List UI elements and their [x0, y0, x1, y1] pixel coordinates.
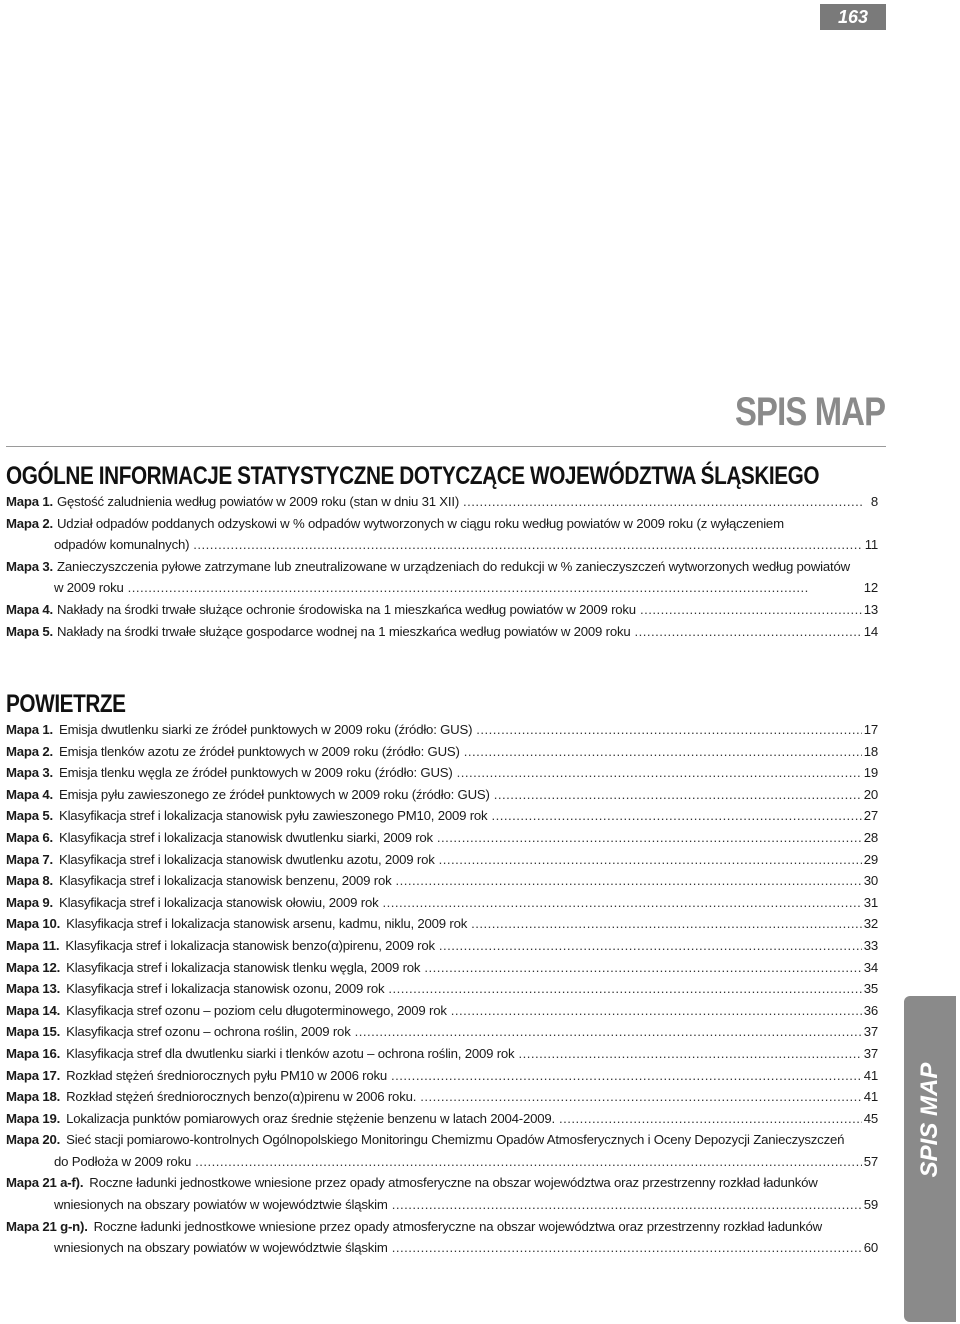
toc-list	[6, 491, 878, 642]
toc-entry-label: Mapa 2.	[6, 515, 53, 531]
toc-entry-continuation	[6, 534, 878, 556]
dot-leader	[435, 849, 862, 871]
dot-leader	[378, 892, 862, 914]
dot-leader	[447, 1000, 862, 1022]
toc-entry-title: w 2009 roku	[54, 580, 124, 596]
toc-entry-label: Mapa 16.	[6, 1045, 61, 1061]
toc-entry-line	[6, 784, 878, 806]
toc-entry-label: Mapa 18.	[6, 1089, 61, 1105]
toc-entry-line	[6, 1043, 878, 1065]
toc-entry[interactable]	[6, 849, 878, 871]
toc-entry-line	[6, 719, 878, 741]
toc-entry-line	[6, 1172, 878, 1194]
toc-entry-line	[6, 741, 878, 763]
dot-leader	[453, 762, 862, 784]
dot-leader	[351, 1021, 862, 1043]
toc-entry-line	[6, 1086, 878, 1108]
toc-entry[interactable]	[6, 1129, 878, 1172]
toc-entry-title: Rozkład stężeń średniorocznych benzo(α)pirenu w 2006 roku.	[66, 1089, 417, 1105]
toc-entry-line	[6, 827, 878, 849]
toc-entry-label: Mapa 9.	[6, 894, 53, 910]
toc-entry[interactable]	[6, 513, 878, 556]
toc-entry[interactable]	[6, 762, 878, 784]
toc-entry-line	[6, 957, 878, 979]
toc-entry-page-number: 29	[863, 851, 878, 867]
toc-entry-line	[6, 599, 878, 621]
toc-entry[interactable]	[6, 491, 878, 513]
toc-entry[interactable]	[6, 1086, 878, 1108]
section-heading: OGÓLNE INFORMACJE STATYSTYCZNE DOTYCZĄCE WOJEWÓDZTWA ŚLĄSKIEGO	[6, 462, 820, 490]
toc-entry-title: Emisja tlenku węgla ze źródeł punktowych w 2009 roku (źródło: GUS)	[58, 765, 453, 781]
toc-entry-title: Klasyfikacja stref i lokalizacja stanowisk benzenu, 2009 rok	[58, 873, 392, 889]
toc-entry-line	[6, 1065, 878, 1087]
toc-entry-label: Mapa 5.	[6, 623, 53, 639]
toc-entry[interactable]	[6, 978, 878, 1000]
toc-entry-line	[6, 491, 878, 513]
toc-entry-page-number: 17	[863, 722, 878, 737]
toc-entry-label: Mapa 21 a-f).	[6, 1175, 84, 1191]
toc-entry-line	[6, 849, 878, 871]
sidebar-tab-label: SPIS MAP	[916, 1062, 943, 1178]
toc-entry[interactable]	[6, 913, 878, 935]
toc-entry-title: Klasyfikacja stref i lokalizacja stanowisk arsenu, kadmu, niklu, 2009 rok	[66, 916, 468, 932]
toc-entry-title: Klasyfikacja stref ozonu – poziom celu długoterminowego, 2009 rok	[66, 1002, 447, 1018]
toc-entry-label: Mapa 8.	[6, 873, 53, 889]
dot-leader	[388, 1194, 862, 1216]
toc-entry-title: Klasyfikacja stref i lokalizacja stanowisk ozonu, 2009 rok	[66, 981, 385, 997]
dot-leader	[416, 1086, 862, 1108]
dot-leader	[387, 1065, 862, 1087]
toc-entry-page-number: 60	[863, 1240, 878, 1256]
toc-entry[interactable]	[6, 1216, 878, 1259]
section-heading: POWIETRZE	[6, 690, 126, 718]
toc-entry-continuation	[6, 1151, 878, 1173]
toc-entry-label: Mapa 13.	[6, 981, 61, 997]
toc-entry-page-number: 27	[863, 808, 878, 824]
toc-entry-label: Mapa 17.	[6, 1067, 61, 1083]
toc-entry-title: Nakłady na środki trwałe służące ochronie środowiska na 1 mieszkańca według powiatów w 2009 roku	[56, 601, 636, 617]
toc-entry-page-number: 36	[863, 1002, 878, 1018]
toc-entry-title: Nakłady na środki trwałe służące gospodarce wodnej na 1 mieszkańca według powiatów w 2009 roku	[56, 623, 631, 639]
toc-entry-page-number: 30	[863, 873, 878, 889]
toc-entry-line	[6, 556, 878, 578]
toc-entry[interactable]	[6, 1021, 878, 1043]
toc-entry-label: Mapa 3.	[6, 558, 53, 574]
toc-entry-line	[6, 805, 878, 827]
toc-entry-title: do Podłoża w 2009 roku	[54, 1153, 192, 1169]
toc-entry-page-number: 37	[863, 1045, 878, 1061]
toc-entry-title: Klasyfikacja stref ozonu – ochrona roślin, 2009 rok	[66, 1024, 351, 1040]
toc-entry-line	[6, 1000, 878, 1022]
section-ogolne-informacje	[6, 462, 878, 642]
toc-entry-page-number: 19	[863, 765, 878, 781]
toc-entry-line	[6, 1108, 878, 1130]
toc-entry[interactable]	[6, 599, 878, 621]
toc-entry-page-number: 14	[863, 623, 878, 639]
toc-entry-page-number: 37	[863, 1024, 878, 1040]
toc-entry-page-number: 20	[863, 786, 878, 802]
toc-entry[interactable]	[6, 784, 878, 806]
dot-leader	[392, 870, 863, 892]
toc-entry-title: Rozkład stężeń średniorocznych pyłu PM10 w 2006 roku	[66, 1067, 388, 1083]
toc-entry-line	[6, 978, 878, 1000]
toc-entry[interactable]	[6, 1065, 878, 1087]
toc-entry-label: Mapa 4.	[6, 786, 53, 802]
toc-entry-label: Mapa 10.	[6, 916, 61, 932]
toc-entry-label: Mapa 15.	[6, 1024, 61, 1040]
toc-entry-line	[6, 1129, 878, 1151]
toc-entry-line	[6, 513, 878, 535]
toc-entry-title: Roczne ładunki jednostkowe wniesione przez opady atmosferyczne na obszar województwa oraz przestrzenny rozkład ładunków	[93, 1218, 822, 1234]
toc-entry-label: Mapa 7.	[6, 851, 53, 867]
toc-entry-page-number: 11	[864, 537, 878, 553]
toc-entry-page-number: 8	[870, 494, 878, 509]
toc-entry[interactable]	[6, 621, 878, 643]
toc-entry[interactable]	[6, 935, 878, 957]
toc-entry-title: Emisja dwutlenku siarki ze źródeł punktowych w 2009 roku (źródło: GUS)	[58, 722, 473, 737]
toc-entry-line	[6, 870, 878, 892]
toc-entry[interactable]	[6, 957, 878, 979]
toc-entry-line	[6, 892, 878, 914]
toc-entry-label: Mapa 11.	[6, 937, 60, 953]
toc-entry-label: Mapa 21 g-n).	[6, 1218, 88, 1234]
toc-entry[interactable]	[6, 827, 878, 849]
toc-entry[interactable]	[6, 870, 878, 892]
sidebar-tab	[904, 996, 956, 1322]
toc-entry-label: Mapa 1.	[6, 722, 53, 737]
toc-entry-label: Mapa 2.	[6, 743, 53, 759]
dot-leader	[555, 1108, 862, 1130]
dot-leader	[636, 599, 862, 621]
toc-entry-page-number: 59	[863, 1197, 878, 1213]
toc-entry-title: odpadów komunalnych)	[54, 537, 190, 553]
toc-entry-line	[6, 1216, 878, 1238]
toc-entry-label: Mapa 4.	[6, 601, 53, 617]
toc-entry-page-number: 12	[863, 580, 878, 596]
toc-entry-page-number: 41	[863, 1067, 878, 1083]
toc-entry-title: Emisja tlenków azotu ze źródeł punktowych w 2009 roku (źródło: GUS)	[58, 743, 460, 759]
toc-entry-label: Mapa 12.	[6, 959, 61, 975]
section-powietrze	[6, 690, 878, 1259]
toc-entry-page-number: 32	[863, 916, 878, 932]
toc-entry-continuation	[6, 577, 878, 599]
toc-entry-title: Klasyfikacja stref dla dwutlenku siarki i tlenków azotu – ochrona roślin, 2009 rok	[66, 1045, 515, 1061]
toc-entry-label: Mapa 6.	[6, 829, 53, 845]
dot-leader	[487, 805, 862, 827]
toc-entry-title: Emisja pyłu zawieszonego ze źródeł punktowych w 2009 roku (źródło: GUS)	[58, 786, 490, 802]
toc-entry-line	[6, 1021, 878, 1043]
toc-entry-label: Mapa 1.	[6, 494, 53, 509]
toc-entry-label: Mapa 5.	[6, 808, 53, 824]
toc-entry-page-number: 41	[863, 1089, 878, 1105]
toc-entry-title: wniesionych na obszary powiatów w województwie śląskim	[54, 1240, 388, 1256]
toc-entry-continuation	[6, 1237, 878, 1259]
toc-entry-label: Mapa 14.	[6, 1002, 61, 1018]
toc-entry[interactable]	[6, 805, 878, 827]
toc-entry-label: Mapa 3.	[6, 765, 53, 781]
toc-entry-title: Sieć stacji pomiarowo-kontrolnych Ogólnopolskiego Monitoringu Chemizmu Opadów Atmosferycznych i Oceny Depozycji Zanieczyszczeń	[66, 1132, 845, 1148]
toc-entry-line	[6, 935, 878, 957]
toc-entry-title: Klasyfikacja stref i lokalizacja stanowisk pyłu zawieszonego PM10, 2009 rok	[58, 808, 488, 824]
title-divider	[6, 446, 886, 447]
dot-leader	[467, 913, 862, 935]
dot-leader	[472, 719, 862, 741]
toc-entry-page-number: 34	[863, 959, 878, 975]
toc-entry[interactable]	[6, 1172, 878, 1215]
toc-entry[interactable]	[6, 1108, 878, 1130]
dot-leader	[388, 1237, 862, 1259]
page-number: 163	[820, 4, 886, 30]
dot-leader	[490, 784, 862, 806]
toc-entry-title: Klasyfikacja stref i lokalizacja stanowisk dwutlenku azotu, 2009 rok	[58, 851, 435, 867]
toc-entry-page-number: 31	[863, 894, 878, 910]
dot-leader	[420, 957, 862, 979]
toc-entry-page-number: 45	[863, 1110, 878, 1126]
dot-leader	[191, 1151, 862, 1173]
toc-entry-title: Klasyfikacja stref i lokalizacja stanowisk tlenku węgla, 2009 rok	[66, 959, 421, 975]
toc-entry-title: Klasyfikacja stref i lokalizacja stanowisk benzo(α)pirenu, 2009 rok	[65, 937, 435, 953]
toc-entry[interactable]	[6, 1000, 878, 1022]
toc-entry-continuation	[6, 1194, 878, 1216]
document-title: SPIS MAP	[734, 390, 885, 434]
toc-entry-page-number: 33	[863, 937, 878, 953]
toc-entry-title: Klasyfikacja stref i lokalizacja stanowisk ołowiu, 2009 rok	[58, 894, 379, 910]
dot-leader	[459, 491, 862, 513]
dot-leader	[433, 827, 862, 849]
toc-entry-title: Lokalizacja punktów pomiarowych oraz średnie stężenie benzenu w latach 2004-2009.	[66, 1110, 556, 1126]
dot-leader	[630, 621, 862, 643]
toc-entry-title: wniesionych na obszary powiatów w województwie śląskim	[54, 1197, 388, 1213]
toc-entry[interactable]	[6, 1043, 878, 1065]
toc-entry[interactable]	[6, 892, 878, 914]
toc-entry-page-number: 18	[863, 743, 878, 759]
toc-entry[interactable]	[6, 719, 878, 741]
toc-entry-title: Zanieczyszczenia pyłowe zatrzymane lub zneutralizowane w urządzeniach do redukcji w % zanieczyszczeń wytworzonych według powiatów	[56, 558, 850, 574]
toc-entry-title: Udział odpadów poddanych odzyskowi w % odpadów wytworzonych w ciągu roku według powiatów w 2009 roku (z wyłączeniem	[56, 515, 784, 531]
toc-entry-title: Gęstość zaludnienia według powiatów w 2009 roku (stan w dniu 31 XII)	[56, 494, 460, 509]
toc-entry[interactable]	[6, 741, 878, 763]
toc-entry[interactable]	[6, 556, 878, 599]
dot-leader	[460, 741, 862, 763]
toc-entry-page-number: 57	[863, 1153, 878, 1169]
toc-entry-line	[6, 913, 878, 935]
dot-leader	[124, 577, 862, 599]
toc-entry-label: Mapa 20.	[6, 1132, 61, 1148]
toc-entry-page-number: 28	[863, 829, 878, 845]
dot-leader	[384, 978, 862, 1000]
toc-entry-page-number: 13	[863, 601, 878, 617]
dot-leader	[435, 935, 862, 957]
dot-leader	[514, 1043, 862, 1065]
toc-entry-line	[6, 621, 878, 643]
toc-entry-title: Roczne ładunki jednostkowe wniesione przez opady atmosferyczne na obszar województwa oraz przestrzenny rozkład ładunków	[89, 1175, 818, 1191]
toc-entry-title: Klasyfikacja stref i lokalizacja stanowisk dwutlenku siarki, 2009 rok	[58, 829, 433, 845]
toc-entry-label: Mapa 19.	[6, 1110, 61, 1126]
dot-leader	[189, 534, 862, 556]
toc-entry-page-number: 35	[863, 981, 878, 997]
toc-entry-line	[6, 762, 878, 784]
toc-list	[6, 719, 878, 1259]
